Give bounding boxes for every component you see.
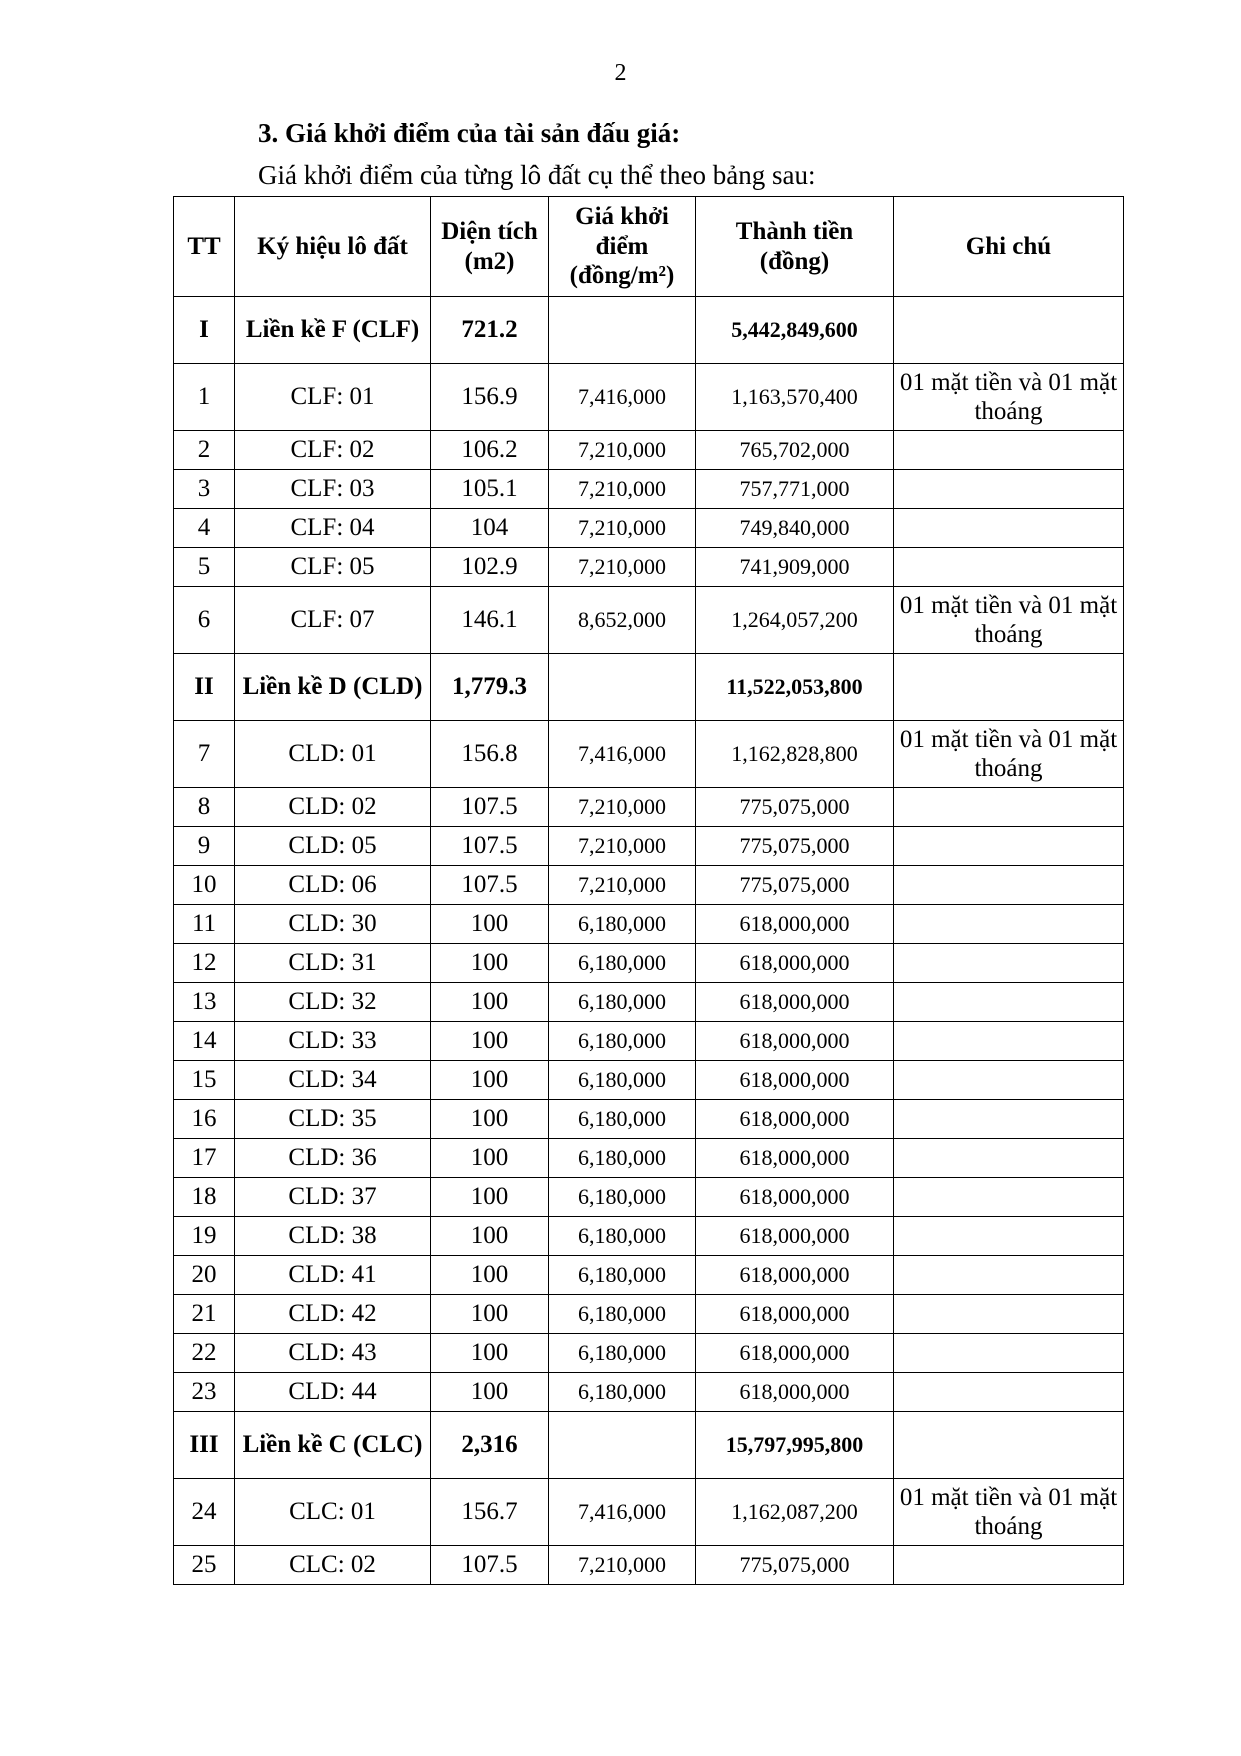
cell-note	[894, 788, 1124, 827]
table-row	[174, 944, 1124, 983]
cell-total: 775,075,000	[696, 788, 894, 827]
table-header-row	[174, 197, 1124, 297]
cell-lot: CLD: 02	[235, 788, 431, 827]
cell-total: 618,000,000	[696, 1295, 894, 1334]
table-row	[174, 1061, 1124, 1100]
cell-total: 618,000,000	[696, 1022, 894, 1061]
cell-area: 107.5	[431, 866, 549, 905]
cell-total: 618,000,000	[696, 944, 894, 983]
cell-tt: 3	[174, 470, 235, 509]
table-row	[174, 1334, 1124, 1373]
cell-area: 156.9	[431, 364, 549, 431]
cell-tt: 8	[174, 788, 235, 827]
cell-lot: CLF: 05	[235, 548, 431, 587]
table-group-row	[174, 654, 1124, 721]
cell-area: 107.5	[431, 827, 549, 866]
cell-price: 6,180,000	[549, 1217, 696, 1256]
cell-lot: Liền kề D (CLD)	[235, 654, 431, 721]
cell-lot: Liền kề C (CLC)	[235, 1412, 431, 1479]
cell-lot: CLF: 03	[235, 470, 431, 509]
table-row	[174, 1295, 1124, 1334]
cell-price: 6,180,000	[549, 1178, 696, 1217]
table-body	[174, 297, 1124, 1585]
cell-area: 100	[431, 1295, 549, 1334]
cell-price	[549, 654, 696, 721]
cell-total: 15,797,995,800	[696, 1412, 894, 1479]
cell-lot: CLD: 32	[235, 983, 431, 1022]
cell-price: 6,180,000	[549, 1334, 696, 1373]
cell-lot: CLD: 43	[235, 1334, 431, 1373]
cell-area: 100	[431, 983, 549, 1022]
cell-area: 100	[431, 1217, 549, 1256]
table-row	[174, 1178, 1124, 1217]
cell-tt: 10	[174, 866, 235, 905]
cell-tt: 23	[174, 1373, 235, 1412]
table-row	[174, 1139, 1124, 1178]
cell-lot: CLF: 01	[235, 364, 431, 431]
cell-area: 100	[431, 1373, 549, 1412]
cell-price: 6,180,000	[549, 1061, 696, 1100]
cell-area: 100	[431, 1139, 549, 1178]
cell-total: 618,000,000	[696, 1256, 894, 1295]
cell-price: 6,180,000	[549, 1022, 696, 1061]
cell-area: 100	[431, 1178, 549, 1217]
header-area: Diện tích (m2)	[431, 197, 549, 297]
cell-price: 6,180,000	[549, 1295, 696, 1334]
cell-price: 6,180,000	[549, 1100, 696, 1139]
cell-note	[894, 1100, 1124, 1139]
cell-note	[894, 548, 1124, 587]
cell-note	[894, 1022, 1124, 1061]
cell-total: 1,162,828,800	[696, 721, 894, 788]
cell-tt: II	[174, 654, 235, 721]
table-row	[174, 721, 1124, 788]
cell-lot: CLC: 02	[235, 1546, 431, 1585]
cell-total: 618,000,000	[696, 1061, 894, 1100]
cell-price: 6,180,000	[549, 983, 696, 1022]
cell-note	[894, 470, 1124, 509]
cell-total: 775,075,000	[696, 827, 894, 866]
cell-total: 775,075,000	[696, 866, 894, 905]
cell-total: 741,909,000	[696, 548, 894, 587]
cell-total: 11,522,053,800	[696, 654, 894, 721]
table-row	[174, 1100, 1124, 1139]
cell-price: 6,180,000	[549, 944, 696, 983]
table-row	[174, 470, 1124, 509]
cell-tt: 9	[174, 827, 235, 866]
cell-lot: CLD: 37	[235, 1178, 431, 1217]
cell-area: 2,316	[431, 1412, 549, 1479]
cell-total: 1,264,057,200	[696, 587, 894, 654]
cell-lot: CLD: 35	[235, 1100, 431, 1139]
table-row	[174, 827, 1124, 866]
header-tt: TT	[174, 197, 235, 297]
table-group-row	[174, 297, 1124, 364]
cell-tt: 21	[174, 1295, 235, 1334]
cell-price: 7,210,000	[549, 470, 696, 509]
cell-total: 749,840,000	[696, 509, 894, 548]
cell-lot: CLD: 38	[235, 1217, 431, 1256]
cell-lot: CLD: 34	[235, 1061, 431, 1100]
cell-lot: CLD: 36	[235, 1139, 431, 1178]
cell-total: 618,000,000	[696, 1139, 894, 1178]
cell-total: 618,000,000	[696, 905, 894, 944]
cell-price: 7,416,000	[549, 721, 696, 788]
cell-tt: 25	[174, 1546, 235, 1585]
cell-lot: CLD: 06	[235, 866, 431, 905]
cell-price: 7,210,000	[549, 827, 696, 866]
cell-lot: CLD: 44	[235, 1373, 431, 1412]
table-row	[174, 1022, 1124, 1061]
cell-lot: CLC: 01	[235, 1479, 431, 1546]
cell-note	[894, 1061, 1124, 1100]
cell-price: 8,652,000	[549, 587, 696, 654]
cell-area: 100	[431, 905, 549, 944]
cell-tt: 1	[174, 364, 235, 431]
section-heading: 3. Giá khởi điểm của tài sản đấu giá:	[258, 118, 681, 148]
table-row	[174, 364, 1124, 431]
cell-area: 107.5	[431, 1546, 549, 1585]
header-total: Thành tiền (đồng)	[696, 197, 894, 297]
cell-note	[894, 1217, 1124, 1256]
cell-price: 7,210,000	[549, 431, 696, 470]
intro-text: Giá khởi điểm của từng lô đất cụ thể theo bảng sau:	[258, 160, 816, 190]
table-row	[174, 1217, 1124, 1256]
cell-total: 5,442,849,600	[696, 297, 894, 364]
cell-total: 618,000,000	[696, 1373, 894, 1412]
cell-lot: CLD: 31	[235, 944, 431, 983]
cell-tt: 12	[174, 944, 235, 983]
cell-tt: 6	[174, 587, 235, 654]
cell-total: 618,000,000	[696, 1178, 894, 1217]
cell-lot: CLF: 07	[235, 587, 431, 654]
cell-note	[894, 1295, 1124, 1334]
cell-lot: CLD: 30	[235, 905, 431, 944]
table-row	[174, 548, 1124, 587]
cell-total: 618,000,000	[696, 983, 894, 1022]
cell-tt: 5	[174, 548, 235, 587]
cell-tt: 20	[174, 1256, 235, 1295]
cell-area: 102.9	[431, 548, 549, 587]
cell-note	[894, 866, 1124, 905]
cell-lot: CLF: 04	[235, 509, 431, 548]
table-row	[174, 1373, 1124, 1412]
page-number: 2	[614, 60, 627, 86]
table-row	[174, 1256, 1124, 1295]
cell-tt: I	[174, 297, 235, 364]
cell-price	[549, 297, 696, 364]
cell-total: 765,702,000	[696, 431, 894, 470]
cell-lot: CLF: 02	[235, 431, 431, 470]
cell-tt: III	[174, 1412, 235, 1479]
table-row	[174, 431, 1124, 470]
table-row	[174, 509, 1124, 548]
cell-lot: CLD: 42	[235, 1295, 431, 1334]
cell-price: 7,210,000	[549, 548, 696, 587]
table-row	[174, 905, 1124, 944]
cell-area: 100	[431, 1022, 549, 1061]
cell-area: 106.2	[431, 431, 549, 470]
cell-area: 100	[431, 1334, 549, 1373]
cell-note	[894, 944, 1124, 983]
header-price: Giá khởi điểm (đồng/m²)	[549, 197, 696, 297]
cell-note	[894, 1178, 1124, 1217]
cell-tt: 14	[174, 1022, 235, 1061]
cell-area: 156.8	[431, 721, 549, 788]
cell-area: 156.7	[431, 1479, 549, 1546]
cell-price: 7,210,000	[549, 509, 696, 548]
cell-total: 618,000,000	[696, 1217, 894, 1256]
cell-total: 1,162,087,200	[696, 1479, 894, 1546]
cell-note: 01 mặt tiền và 01 mặt thoáng	[894, 587, 1124, 654]
cell-tt: 4	[174, 509, 235, 548]
table-row	[174, 788, 1124, 827]
cell-total: 775,075,000	[696, 1546, 894, 1585]
cell-tt: 11	[174, 905, 235, 944]
table-group-row	[174, 1412, 1124, 1479]
cell-tt: 22	[174, 1334, 235, 1373]
table-row	[174, 587, 1124, 654]
cell-price: 6,180,000	[549, 1139, 696, 1178]
header-note: Ghi chú	[894, 197, 1124, 297]
cell-area: 1,779.3	[431, 654, 549, 721]
cell-note	[894, 1412, 1124, 1479]
table-row	[174, 983, 1124, 1022]
cell-note	[894, 827, 1124, 866]
cell-note	[894, 297, 1124, 364]
table-row	[174, 1479, 1124, 1546]
cell-total: 618,000,000	[696, 1334, 894, 1373]
cell-area: 107.5	[431, 788, 549, 827]
cell-note	[894, 1256, 1124, 1295]
cell-area: 104	[431, 509, 549, 548]
cell-note: 01 mặt tiền và 01 mặt thoáng	[894, 721, 1124, 788]
cell-note	[894, 905, 1124, 944]
cell-tt: 16	[174, 1100, 235, 1139]
cell-note	[894, 1373, 1124, 1412]
table-row	[174, 866, 1124, 905]
cell-price	[549, 1412, 696, 1479]
cell-total: 1,163,570,400	[696, 364, 894, 431]
cell-total: 618,000,000	[696, 1100, 894, 1139]
cell-lot: CLD: 33	[235, 1022, 431, 1061]
cell-note: 01 mặt tiền và 01 mặt thoáng	[894, 1479, 1124, 1546]
cell-tt: 13	[174, 983, 235, 1022]
cell-note	[894, 1334, 1124, 1373]
cell-note	[894, 654, 1124, 721]
cell-price: 7,210,000	[549, 1546, 696, 1585]
cell-price: 7,210,000	[549, 866, 696, 905]
cell-price: 7,210,000	[549, 788, 696, 827]
cell-tt: 18	[174, 1178, 235, 1217]
cell-lot: CLD: 01	[235, 721, 431, 788]
cell-tt: 7	[174, 721, 235, 788]
cell-lot: CLD: 05	[235, 827, 431, 866]
cell-total: 757,771,000	[696, 470, 894, 509]
cell-tt: 15	[174, 1061, 235, 1100]
cell-area: 721.2	[431, 297, 549, 364]
cell-lot: CLD: 41	[235, 1256, 431, 1295]
cell-lot: Liền kề F (CLF)	[235, 297, 431, 364]
cell-note	[894, 1546, 1124, 1585]
cell-tt: 24	[174, 1479, 235, 1546]
cell-price: 6,180,000	[549, 1256, 696, 1295]
price-table	[173, 196, 1124, 1585]
cell-note	[894, 1139, 1124, 1178]
cell-area: 146.1	[431, 587, 549, 654]
cell-area: 100	[431, 1100, 549, 1139]
cell-area: 100	[431, 1061, 549, 1100]
cell-price: 7,416,000	[549, 1479, 696, 1546]
cell-tt: 19	[174, 1217, 235, 1256]
cell-price: 6,180,000	[549, 1373, 696, 1412]
cell-area: 105.1	[431, 470, 549, 509]
header-lot: Ký hiệu lô đất	[235, 197, 431, 297]
cell-note	[894, 431, 1124, 470]
cell-price: 7,416,000	[549, 364, 696, 431]
cell-note	[894, 509, 1124, 548]
cell-price: 6,180,000	[549, 905, 696, 944]
cell-note	[894, 983, 1124, 1022]
table-row	[174, 1546, 1124, 1585]
cell-tt: 17	[174, 1139, 235, 1178]
cell-note: 01 mặt tiền và 01 mặt thoáng	[894, 364, 1124, 431]
cell-tt: 2	[174, 431, 235, 470]
cell-area: 100	[431, 1256, 549, 1295]
cell-area: 100	[431, 944, 549, 983]
